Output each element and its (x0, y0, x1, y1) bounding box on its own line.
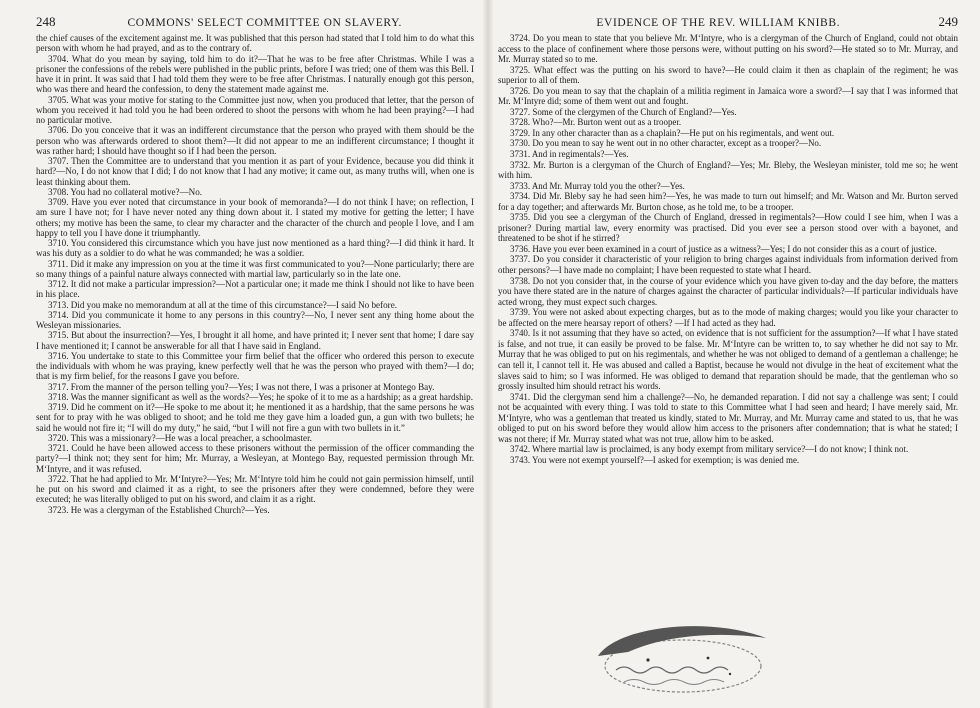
paragraph: 3729. In any other character than as a chaplain?—He put on his regimentals, and went out. (510, 127, 835, 138)
paragraph: 3721. Could he have been allowed access to these prisoners without the permission of the officer commanding the party?—I think not; they sent for him; Mr. Murray, a Wesleyan, at Montego Bay, requested permission through Mr. M‘Intyre, and it was refused. (36, 443, 474, 474)
paragraph: 3720. This was a missionary?—He was a local preacher, a schoolmaster. (48, 432, 312, 443)
right-running-title: EVIDENCE OF THE REV. WILLIAM KNIBB. (596, 17, 841, 29)
left-page (0, 0, 488, 708)
paragraph: 3737. Do you consider it characteristic of your religion to bring charges against individuals from information derived from other persons?—I have made no complaint; I have been requested to state what I heard. (498, 254, 958, 276)
right-page-number: 249 (938, 14, 958, 29)
paragraph: 3724. Do you mean to state that you believe Mr. M‘Intyre, who is a clergyman of the Church of England, could not obtain access to the place of confinement where those persons were, without putting on his sword?—He stated so to Mr. Murray, and Mr. Murray stated so to me. (498, 33, 958, 65)
paragraph: 3709. Have you ever noted that circumstance in your book of memoranda?—I do not think I have; on reflection, I am sure I have not; for I have never noted any thing down about it. I stated my motive for getting the letter; I have others; my motive has been the same, to clear my character and the character of the church and people I love, and I am happy to tell you I have done it triumphantly. (36, 197, 474, 238)
paragraph: 3712. It did not make a particular impression?—Not a particular one; it made me think I should not like to have been in his place. (36, 279, 474, 300)
library-stamp-image (588, 608, 778, 704)
paragraph: 3707. Then the Committee are to understand that you mention it as part of your Evidence, because you did think it hard?—No, I do not know that I did; I do not know that I had any motive; it came out, as many truths will, when one is least thinking about them. (36, 156, 474, 187)
paragraph: 3705. What was your motive for stating to the Committee just now, when you produced that letter, that the person of whom you received it had told you he had been ordered to shoot the persons with whom he had been praying?—I had no particular motive. (36, 94, 474, 125)
paragraph: 3726. Do you mean to say that the chaplain of a militia regiment in Jamaica wore a sword?—I say that I was informed that Mr. M‘Intyre did; some of them went out and fought. (498, 85, 958, 107)
paragraph: the chief causes of the excitement against me. It was published that this person had stated that I told him to do what this person with whom he had prayed, and as to the contrary of. (36, 33, 474, 54)
left-running-head (36, 14, 474, 30)
left-page-number: 248 (36, 14, 56, 29)
paragraph: 3716. You undertake to state to this Committee your firm belief that the officer who ordered this person to execute the individuals with whom he was praying, knew perfectly well that he was the person who prayed with them?—I do; that is my firm belief, for the reasons I gave you before. (36, 350, 474, 382)
paragraph: 3740. Is it not assuming that they have so acted, on evidence that is not sufficient for the assumption?—If what I have stated is false, and not true, it can easily be proved to be false. Mr. M‘Intyre can be written to, to say whether he did not say to Mr. Murray that he was obliged to put on his regimentals, and whether he was not obliged to demand of a gentleman a challenge; he can tell it, I cannot tell it. He was abused and called a Baptist, because he would not divulge in the heat of excitement what the slaves said to him; so I was informed. He was obliged to demand that reparation should be made, that the gentleman who so grossly insulted him should retract his words. (498, 328, 958, 392)
right-page (488, 0, 980, 708)
left-page-text (36, 33, 474, 515)
paragraph: 3714. Did you communicate it home to any persons in this country?—No, I never sent any thing home about the Wesleyan missionaries. (36, 309, 474, 330)
right-running-head (498, 14, 958, 30)
paragraph: 3728. Who?—Mr. Burton went out as a trooper. (510, 117, 682, 128)
paragraph: 3722. That he had applied to Mr. M‘Intyre?—Yes; Mr. M‘Intyre told him he could not gain permission himself, until he put on his sword and claimed it as a right, to see the prisoners after they were condemned, before they were executed; he was literally obliged to put on his sword, and claim it as a right. (36, 473, 474, 505)
paragraph: 3717. From the manner of the person telling you?—Yes; I was not there, I was a prisoner at Montego Bay. (48, 381, 435, 392)
paragraph: 3704. What do you mean by saying, told him to do it?—That he was to be free after Christmas. While I was a prisoner the confessions of the rebels were published in the public prints, before I was tried; one of them was this Bell. I have it in print. It was said that I had told them they were to be free after Christmas. I naturally enough got this person, who was there and heard the confession, to deny the statement made against me. (36, 53, 474, 95)
paragraph: 3743. You were not exempt yourself?—I asked for exemption; is was denied me. (510, 454, 800, 465)
paragraph: 3734. Did Mr. Bleby say he had seen him?—Yes, he was made to turn out himself; and Mr. Watson and Mr. Burton served for a day together; and afterwards Mr. Burton chose, as he told me, to be a trooper. (498, 191, 958, 212)
paragraph: 3708. You had no collateral motive?—No. (48, 186, 203, 197)
paragraph: 3727. Some of the clergymen of the Church of England?—Yes. (510, 106, 737, 117)
paragraph: 3731. And in regimentals?—Yes. (510, 149, 629, 160)
paragraph: 3706. Do you conceive that it was an indifferent circumstance that the person who prayed with them should be the person who was afterwards ordered to shoot them?—It did not appear to me an indifferent circumstance; I thought it was rather hard; I should have thought so if I had been the person. (36, 125, 474, 156)
paragraph: 3710. You considered this circumstance which you have just now mentioned as a hard thing?—I did think it hard. It was his duty as a soldier to do what he was commanded; he was a soldier. (36, 238, 474, 259)
paragraph: 3738. Do not you consider that, in the course of your evidence which you have given to-day and the day before, the matters you have there stated are in the nature of charges against the character of particular individuals?—If particular individuals have acted wrong, they must expect such charges. (498, 275, 958, 307)
paragraph: 3715. But about the insurrection?—Yes, I brought it all home, and have printed it; I never sent that home; I dare say I have mentioned it; I cannot be answerable for all that I have said in England. (36, 330, 474, 351)
paragraph: 3732. Mr. Burton is a clergyman of the Church of England?—Yes; Mr. Bleby, the Wesleyan minister, told me so; he went with him. (498, 159, 958, 181)
paragraph: 3733. And Mr. Murray told you the other?—Yes. (510, 180, 685, 191)
paragraph: 3736. Have you ever been examined in a court of justice as a witness?—Yes; I do not consider this as a court of justice. (510, 243, 937, 254)
paragraph: 3741. Did the clergyman send him a challenge?—No, he demanded reparation. I did not say a challenge was sent; I could not be acquainted with every thing. I was told to state to this Committee what I had seen and heard; I have merely said, Mr. M‘Intyre, who was a gentleman that treated us kindly, stated to Mr. Murray, and Mr. Murray came and stated to us, that he was obliged to put on his sword before they would allow him access to the prisoners after condemnation; that is what he stated; I was not there; if Mr. Murray stated what was not true, allow him to be asked. (498, 391, 958, 444)
right-page-text (498, 33, 958, 465)
paragraph: 3735. Did you see a clergyman of the Church of England, dressed in regimentals?—How could I see him, when I was a prisoner? During martial law, every enormity was practised. Did you ever see a person stood over with a bayonet, and threatened to be shot if he stirred? (498, 212, 958, 244)
paragraph: 3730. Do you mean to say he went out in no other character, except as a trooper?—No. (510, 138, 822, 149)
paragraph: 3723. He was a clergyman of the Established Church?—Yes. (48, 504, 270, 515)
paragraph: 3713. Did you make no memorandum at all at the time of this circumstance?—I said No before. (48, 299, 397, 310)
paragraph: 3739. You were not asked about expecting charges, but as to the mode of making charges; would you like your character to be affected on the mere hearsay report of others? —If I had acted as they had. (498, 307, 958, 328)
paragraph: 3718. Was the manner significant as well as the words?—Yes; he spoke of it to me as a hardship; as a great hardship. (48, 391, 473, 402)
paragraph: 3725. What effect was the putting on his sword to have?—He could claim it then as chaplain of the regiment; he was superior to all of them. (498, 64, 958, 86)
left-running-title: COMMONS' SELECT COMMITTEE ON SLAVERY. (127, 17, 402, 29)
paragraph: 3742. Where martial law is proclaimed, is any body exempt from military service?—I do not know; I think not. (510, 444, 909, 455)
paragraph: 3719. Did he comment on it?—He spoke to me about it; he mentioned it as a hardship, that the same persons he was sent for to pray with he was obliged to shoot; and he told me they gave him a loaded gun, a gun with two bullets; he said he would not fire it; “I will do my duty,” he said, “but I will not fire a gun with two bullets in it.” (36, 402, 474, 433)
paragraph: 3711. Did it make any impression on you at the time it was first communicated to you?—None particularly; there are so many things of a painful nature always connected with martial law, particularly so in the late one. (36, 258, 474, 279)
